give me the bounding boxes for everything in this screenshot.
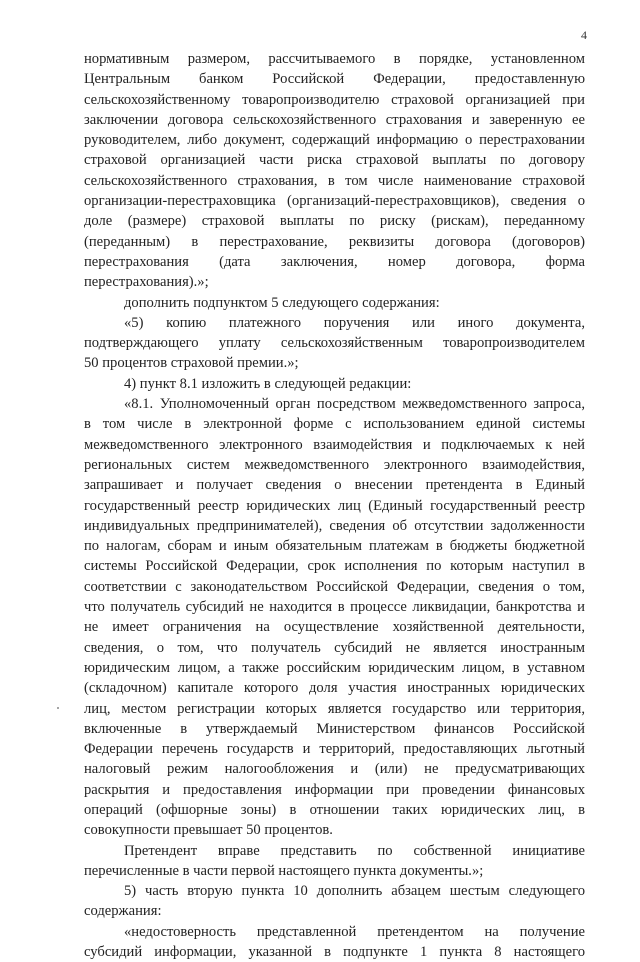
- text-line: нормативным размером, рассчитываемого в порядке, установленном: [84, 51, 585, 67]
- text-line: содержания:: [84, 903, 162, 920]
- scan-speck: [57, 707, 59, 709]
- text-line: государственный реестр юридических лиц (Единый государственный реестр: [84, 497, 585, 514]
- text-line: операций (офшорные зоны) в отношении таких юридических лиц, в: [84, 801, 585, 818]
- text-line: включенные в утверждаемый Министерством финансов Российской: [84, 720, 585, 737]
- text-line: 4) пункт 8.1 изложить в следующей редакции:: [124, 375, 412, 392]
- text-line: «8.1. Уполномоченный орган посредством межведомственного запроса,: [124, 396, 585, 413]
- text-line: сельскохозяйственному товаропроизводителю страховой организацией при: [84, 91, 585, 108]
- text-line: региональных систем межведомственного электронного взаимодействия,: [84, 456, 585, 473]
- text-line: соответствии с законодательством Российской Федерации, сведения о том,: [84, 578, 585, 595]
- text-line: перестрахования (дата заключения, номер договора, форма: [84, 253, 585, 270]
- text-line: по налогам, сборам и иным обязательным платежам в бюджеты бюджетной: [84, 538, 585, 555]
- text-line: лиц, местом регистрации которых является государство или территория,: [84, 700, 585, 717]
- text-line: «недостоверность представленной претендентом на получение: [124, 923, 585, 940]
- text-line: сведения, о том, что получатель субсидий не является иностранным: [84, 639, 585, 656]
- text-line: доле (размере) страховой выплаты по риску (рискам), переданному: [84, 213, 585, 230]
- text-line: что получатель субсидий не находится в процессе ликвидации, банкротства и: [84, 599, 585, 616]
- text-line: налоговый режим налогообложения и (или) не предусматривающих: [84, 761, 585, 778]
- text-line: перестрахования).»;: [84, 274, 209, 291]
- text-line: запрашивает и получает сведения о внесении претендента в Единый: [84, 477, 585, 494]
- text-line: 50 процентов страховой премии.»;: [84, 355, 299, 372]
- text-line: организации-перестраховщика (организаций-перестраховщиков), сведения о: [84, 193, 585, 210]
- text-line: подтверждающего уплату сельскохозяйственным товаропроизводителем: [84, 335, 585, 352]
- text-line: Претендент вправе представить по собственной инициативе: [124, 842, 585, 859]
- text-line: индивидуальных предпринимателей), сведения об отсутствии задолженности: [84, 517, 585, 534]
- text-line: перечисленные в части первой настоящего пункта документы.»;: [84, 862, 484, 879]
- text-line: Федерации перечень государств и территорий, предоставляющих льготный: [84, 741, 585, 758]
- document-body: [84, 49, 585, 962]
- text-line: (складочном) капитале которого доля участия иностранных юридических: [84, 680, 585, 697]
- text-line: дополнить подпунктом 5 следующего содержания:: [124, 294, 440, 311]
- text-line: субсидий информации, указанной в подпункте 1 пункта 8 настоящего: [84, 944, 585, 961]
- text-line: 5) часть вторую пункта 10 дополнить абзацем шестым следующего: [124, 883, 585, 900]
- text-line: (переданным) в перестрахование, реквизиты договора (договоров): [84, 233, 585, 250]
- page-number: 4: [581, 28, 587, 42]
- text-line: заключении договора сельскохозяйственного страхования и заверенную ее: [84, 111, 585, 128]
- text-line: юридическим лицом, а также российским юридическим лицом, в уставном: [84, 659, 585, 676]
- text-line: системы Российской Федерации, срок исполнения по которым наступил в: [84, 558, 585, 575]
- text-line: Центральным банком Российской Федерации, предоставленную: [84, 71, 585, 88]
- text-line: «5) копию платежного поручения или иного документа,: [124, 314, 585, 331]
- text-line: в том числе в электронной форме с использованием единой системы: [84, 416, 585, 433]
- text-line: межведомственного электронного взаимодействия и подключаемых к ней: [84, 436, 585, 453]
- text-line: совокупности превышает 50 процентов.: [84, 822, 333, 839]
- text-line: страховой организацией части риска страховой выплаты по договору: [84, 152, 585, 169]
- text-line: раскрытия и предоставления информации при проведении финансовых: [84, 781, 585, 798]
- text-line: сельскохозяйственного страхования, в том числе наименование страховой: [84, 172, 585, 189]
- text-line: руководителем, либо документ, содержащий информацию о перестраховании: [84, 132, 585, 149]
- text-line: не имеет ограничения на осуществление хозяйственной деятельности,: [84, 619, 585, 636]
